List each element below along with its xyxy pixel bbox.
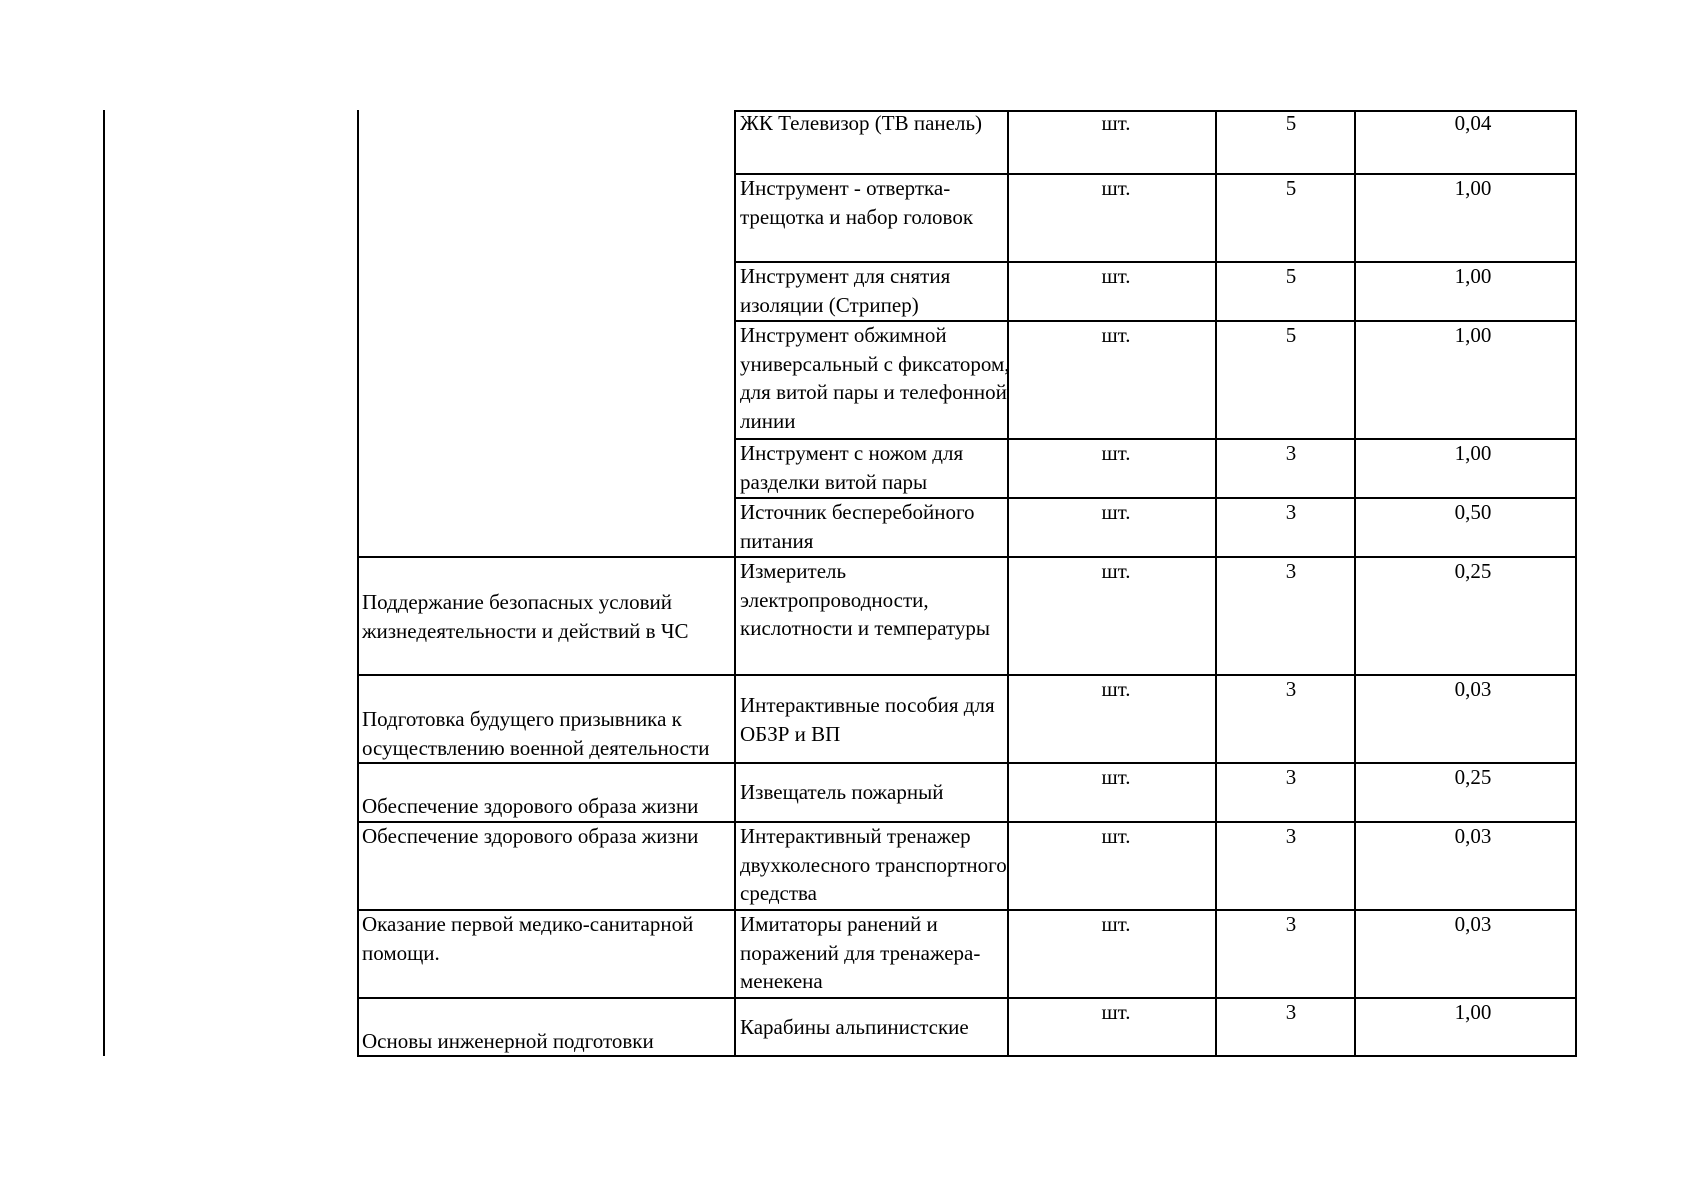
table-cell-value: 0,03 [1454,677,1492,701]
table-cell-subject: Основы инженерной подготовки [362,1029,654,1053]
table-cell-unit: шт. [1101,500,1131,524]
table-cell-item: Карабины альпинистские [740,1015,969,1039]
table-cell-qty: 5 [1285,264,1297,288]
table-cell-qty: 5 [1285,323,1297,347]
table-cell-qty: 5 [1285,111,1297,135]
table-cell-subject: Подготовка будущего призывника к осуществлению военной деятельности [362,707,710,760]
table-cell-item: Измеритель электропроводности, кислотности и температуры [740,559,991,640]
table-cell-item: Источник бесперебойного питания [740,500,975,553]
table-cell-qty: 5 [1285,176,1297,200]
table-cell-subject: Обеспечение здорового образа жизни [362,794,699,818]
table-cell-qty: 3 [1285,677,1297,701]
table-cell-value: 0,25 [1454,559,1492,583]
table-cell-item: Инструмент обжимной универсальный с фиксатором, для витой пары и телефонной линии [740,323,1010,433]
table-cell-item: Инструмент - отвертка-трещотка и набор головок [740,176,974,229]
table-cell-value: 1,00 [1454,176,1492,200]
table-cell-unit: шт. [1101,765,1131,789]
table-cell-unit: шт. [1101,111,1131,135]
table-cell-value: 1,00 [1454,323,1492,347]
table-cell-qty: 3 [1285,441,1297,465]
table-cell-subject: Оказание первой медико-санитарной помощи. [362,912,694,965]
table-left-border [357,110,359,1056]
table-cell-qty: 3 [1285,824,1297,848]
table-cell-unit: шт. [1101,264,1131,288]
table-cell-unit: шт. [1101,441,1131,465]
table-cell-item: Интерактивный тренажер двухколесного транспортного средства [740,824,1007,905]
table-cell-subject: Поддержание безопасных условий жизнедеятельности и действий в ЧС [362,590,689,643]
table-cell-value: 1,00 [1454,441,1492,465]
table-cell-value: 0,03 [1454,912,1492,936]
table-cell-unit: шт. [1101,323,1131,347]
table-cell-item: ЖК Телевизор (ТВ панель) [740,111,983,135]
table-cell-qty: 3 [1285,765,1297,789]
page-left-border [103,110,105,1056]
table-cell-value: 0,25 [1454,765,1492,789]
table-cell-qty: 3 [1285,559,1297,583]
table-cell-value: 0,03 [1454,824,1492,848]
table-cell-item: Интерактивные пособия для ОБЗР и ВП [740,693,995,746]
table-cell-qty: 3 [1285,912,1297,936]
table-cell-value: 1,00 [1454,264,1492,288]
table-cell-qty: 3 [1285,500,1297,524]
table-cell-value: 1,00 [1454,1000,1492,1024]
table-cell-item: Инструмент с ножом для разделки витой пары [740,441,964,494]
table-cell-unit: шт. [1101,677,1131,701]
table-cell-item: Извещатель пожарный [740,780,944,804]
table-cell-qty: 3 [1285,1000,1297,1024]
table-cell-value: 0,04 [1454,111,1492,135]
table-cell-value: 0,50 [1454,500,1492,524]
table-cell-unit: шт. [1101,176,1131,200]
table-cell-item: Инструмент для снятия изоляции (Стрипер) [740,264,951,317]
table-cell-subject: Обеспечение здорового образа жизни [362,824,699,848]
table-cell-unit: шт. [1101,1000,1131,1024]
table-cell-unit: шт. [1101,559,1131,583]
table-cell-item: Имитаторы ранений и поражений для тренажера-менекена [740,912,981,993]
table-cell-unit: шт. [1101,824,1131,848]
table-cell-unit: шт. [1101,912,1131,936]
